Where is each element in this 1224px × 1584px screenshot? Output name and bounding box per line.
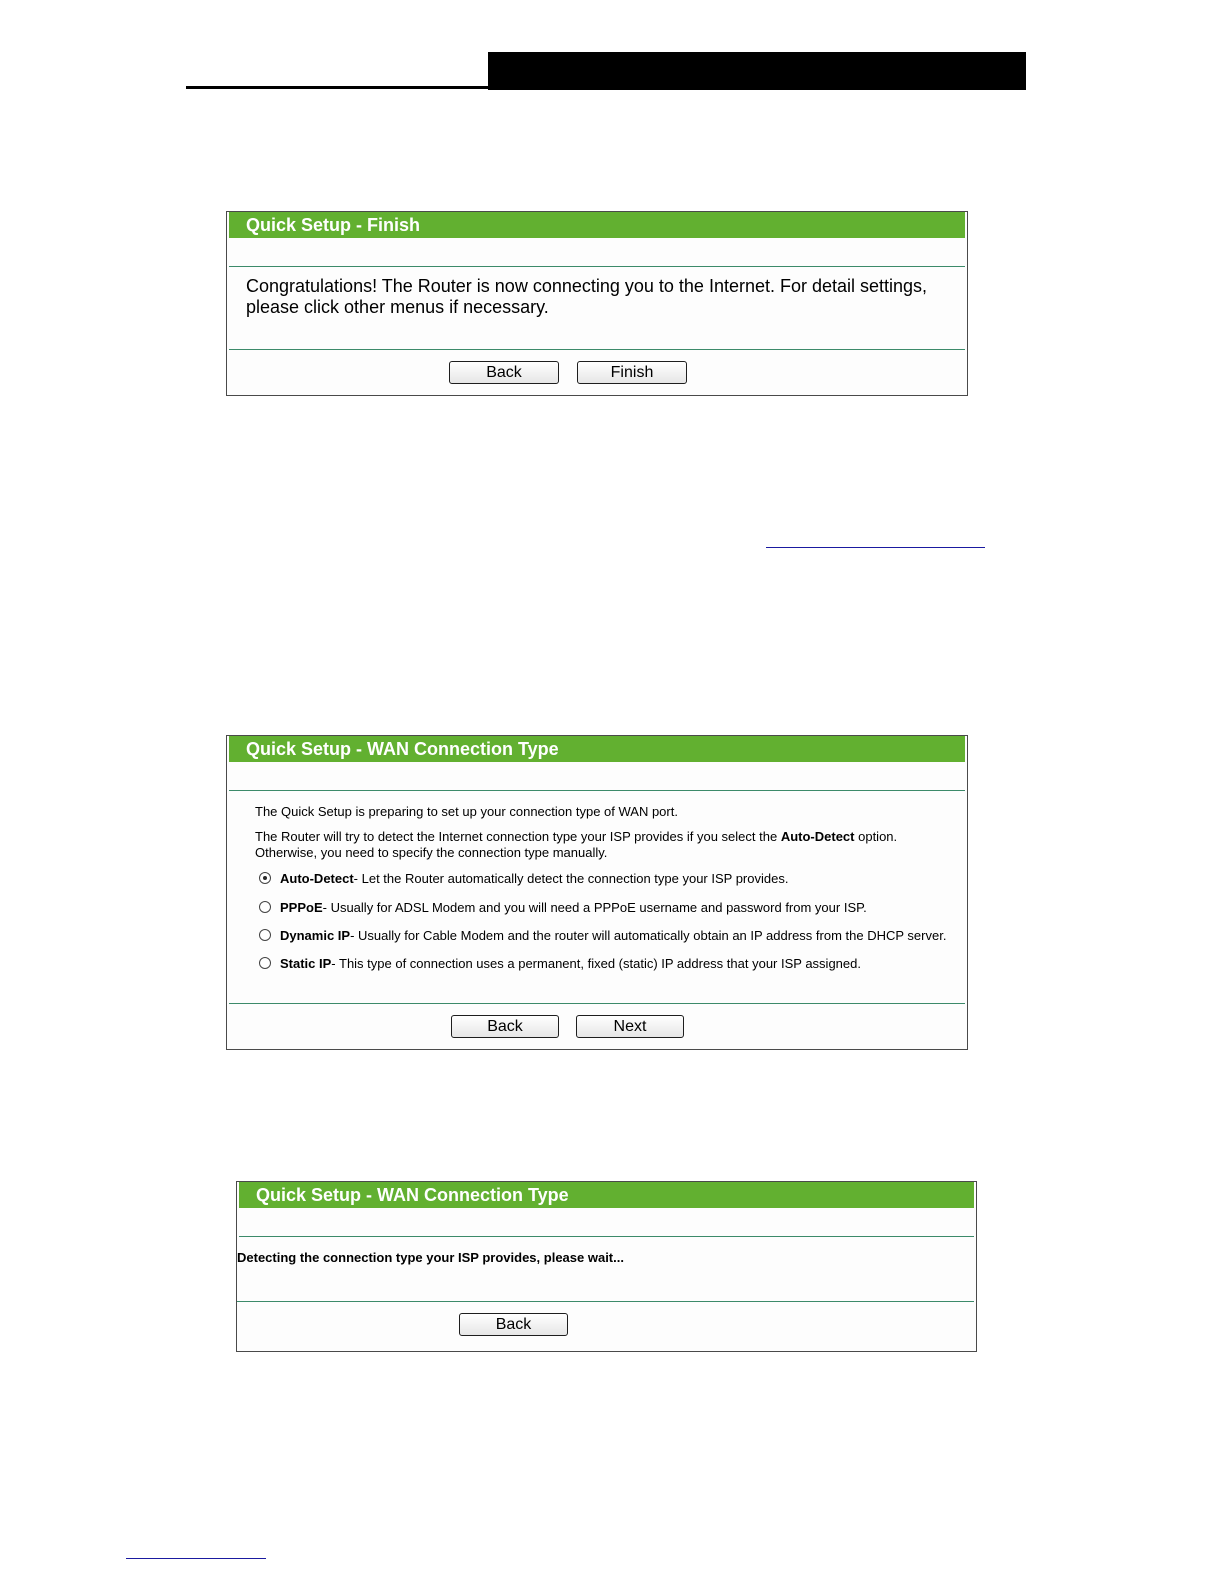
option-desc: - Usually for ADSL Modem and you will need a PPPoE username and password from your ISP. — [322, 899, 867, 915]
next-button[interactable]: Next — [576, 1015, 684, 1038]
button-row — [237, 1302, 976, 1350]
panel-title: Quick Setup - WAN Connection Type — [239, 1182, 974, 1208]
detect-content — [237, 1237, 974, 1302]
option-name: Dynamic IP — [280, 927, 351, 943]
wan-type-panel — [226, 735, 968, 1050]
intro-text — [255, 829, 897, 845]
header-bar — [488, 52, 1026, 90]
spacer-row — [229, 238, 965, 267]
option-desc: - Let the Router automatically detect the connection type your ISP provides. — [353, 870, 789, 886]
button-row — [227, 1004, 967, 1048]
intro-text-part: The Router will try to detect the Internet connection type your ISP provides if you select the — [255, 829, 781, 844]
radio-dynamic-ip[interactable] — [259, 929, 271, 941]
wan-content — [229, 791, 965, 1004]
button-row — [227, 350, 967, 394]
detect-message: Detecting the connection type your ISP provides, please wait... — [237, 1250, 624, 1265]
finish-button[interactable]: Finish — [577, 361, 687, 384]
spacer-row — [229, 762, 965, 791]
intro-text: The Quick Setup is preparing to set up your connection type of WAN port. — [255, 804, 678, 819]
back-button[interactable]: Back — [451, 1015, 559, 1038]
finish-panel — [226, 211, 968, 396]
option-pppoe[interactable] — [259, 898, 867, 916]
option-desc: - Usually for Cable Modem and the router will automatically obtain an IP address from the DHCP server. — [350, 927, 947, 943]
spacer-row — [239, 1208, 974, 1237]
header-rule — [186, 86, 488, 89]
finish-content — [229, 267, 965, 350]
intro-text: Otherwise, you need to specify the connection type manually. — [255, 845, 608, 860]
radio-static-ip[interactable] — [259, 957, 271, 969]
footer-link-underline — [126, 1558, 266, 1559]
intro-text-part: option. — [854, 829, 898, 844]
back-button[interactable]: Back — [459, 1313, 568, 1336]
back-button[interactable]: Back — [449, 361, 559, 384]
panel-title: Quick Setup - Finish — [229, 212, 965, 238]
radio-auto-detect[interactable] — [259, 872, 271, 884]
option-dynamic-ip[interactable] — [259, 926, 946, 944]
intro-bold: Auto-Detect — [780, 829, 855, 844]
panel-title: Quick Setup - WAN Connection Type — [229, 736, 965, 762]
detect-panel — [236, 1181, 977, 1352]
option-static-ip[interactable] — [259, 954, 861, 972]
option-desc: - This type of connection uses a permanent, fixed (static) IP address that your ISP assigned. — [331, 955, 861, 971]
option-name: PPPoE — [280, 899, 323, 915]
option-name: Static IP — [280, 955, 332, 971]
option-name: Auto-Detect — [280, 870, 354, 886]
radio-pppoe[interactable] — [259, 901, 271, 913]
finish-message: Congratulations! The Router is now connecting you to the Internet. For detail settings, please click other menus if necessary. — [246, 276, 928, 317]
link-underline — [766, 547, 985, 548]
option-auto-detect[interactable] — [259, 869, 788, 887]
